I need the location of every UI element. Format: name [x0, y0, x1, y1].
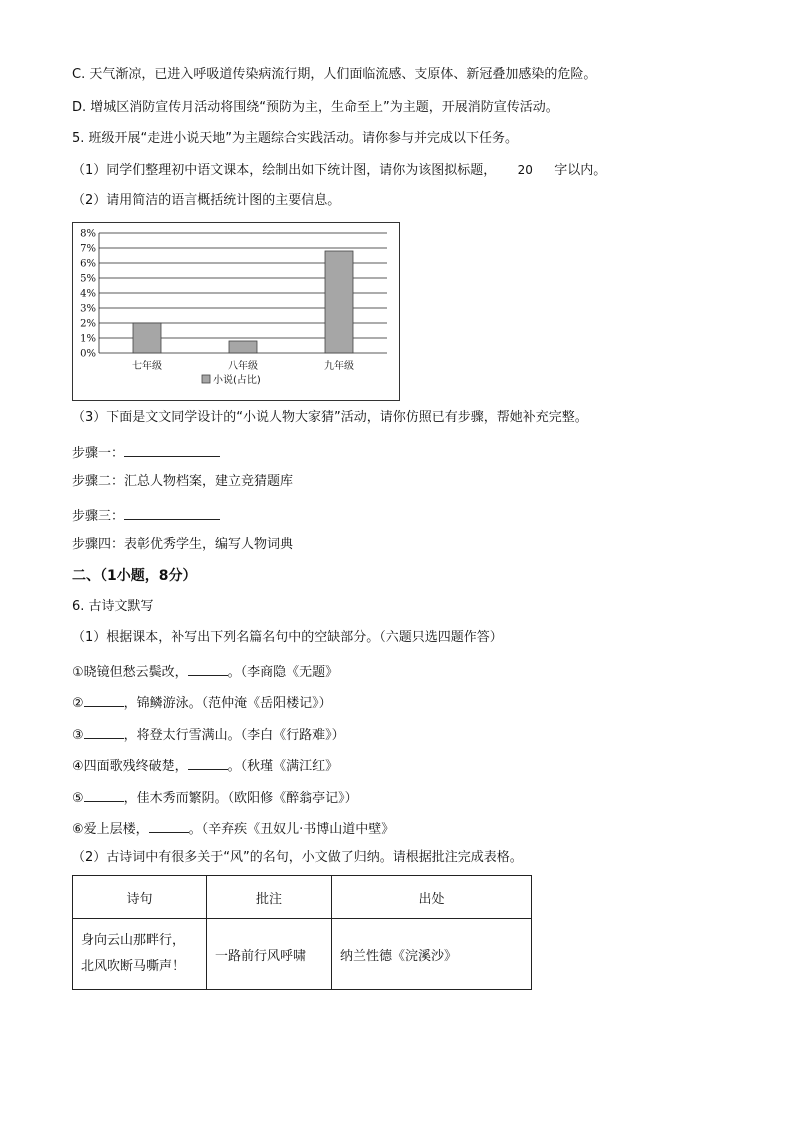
question-5-1 [72, 161, 606, 180]
poem-item-1 [72, 661, 338, 682]
section-2-heading: 二、（1小题，8分） [72, 568, 197, 584]
cell-source: 纳兰性德《浣溪沙》 [332, 919, 532, 990]
poem-item-5 [72, 787, 358, 808]
legend-label: 小说(占比) [213, 375, 261, 386]
y-tick-label: 3% [80, 303, 96, 315]
bar [133, 323, 161, 353]
question-5-1-text: （1）同学们整理初中语文课本，绘制出如下统计图，请你为该图拟标题， [72, 163, 497, 178]
y-tick-label: 2% [80, 318, 96, 330]
header-note: 批注 [207, 876, 332, 919]
option-c: C. 天气渐凉，已进入呼吸道传染病流行期，人们面临流感、支原体、新冠叠加感染的危险。 [72, 67, 597, 82]
question-5-3: （3）下面是文文同学设计的“小说人物大家猜”活动，请你仿照已有步骤，帮她补充完整。 [72, 410, 588, 425]
poem-3-text: ③ [72, 728, 84, 743]
table-row [73, 919, 532, 990]
step-3-blank[interactable] [124, 505, 220, 520]
poem-5-source: ，佳木秀而繁阴。（欧阳修《醉翁亭记》） [123, 791, 358, 806]
chart-svg [73, 223, 399, 400]
y-tick-label: 5% [80, 273, 96, 285]
question-6: 6. 古诗文默写 [72, 599, 154, 614]
x-tick-label: 七年级 [132, 361, 162, 372]
poem-4-blank[interactable] [188, 755, 228, 770]
y-tick-label: 0% [80, 348, 96, 360]
poem-4-source: 。（秋瑾《满江红》 [227, 759, 339, 774]
header-poem: 诗句 [73, 876, 207, 919]
poem-1-text: ①晓镜但愁云鬓改， [72, 665, 188, 680]
table-header-row [73, 876, 532, 919]
y-tick-label: 7% [80, 243, 96, 255]
bar [325, 251, 353, 353]
poem-5-text: ⑤ [72, 791, 84, 806]
poem-1-source: 。（李商隐《无题》 [227, 665, 339, 680]
poem-2-blank[interactable] [84, 692, 124, 707]
cell-note: 一路前行风呼啸 [207, 919, 332, 990]
x-tick-label: 九年级 [324, 361, 354, 372]
poem-5-blank[interactable] [84, 787, 124, 802]
poem-line-2: 北风吹断马嘶声！ [81, 959, 186, 974]
poem-item-6 [72, 818, 394, 839]
question-5-2: （2）请用简洁的语言概括统计图的主要信息。 [72, 193, 341, 208]
poem-3-source: ，将登太行雪满山。（李白《行路难》） [123, 728, 345, 743]
poem-item-3 [72, 724, 345, 745]
wind-poem-table [72, 875, 532, 990]
poem-item-4 [72, 755, 338, 776]
y-tick-label: 4% [80, 288, 96, 300]
poem-6-text: ⑥爱上层楼， [72, 822, 149, 837]
poem-6-source: 。（辛弃疾《丑奴儿·书博山道中壁》 [188, 822, 395, 837]
poem-2-text: ② [72, 696, 84, 711]
question-5-1-tail: 字以内。 [554, 163, 607, 178]
step-1-label: 步骤一： [72, 446, 125, 461]
char-limit-number: 20 [517, 163, 533, 177]
question-5: 5. 班级开展“走进小说天地”为主题综合实践活动。请你参与并完成以下任务。 [72, 131, 519, 146]
step-3 [72, 505, 220, 526]
y-tick-label: 6% [80, 258, 96, 270]
step-1-blank[interactable] [124, 442, 220, 457]
poem-2-source: ，锦鳞游泳。（范仲淹《岳阳楼记》） [123, 696, 332, 711]
x-tick-label: 八年级 [228, 361, 258, 372]
question-6-1: （1）根据课本，补写出下列名篇名句中的空缺部分。（六题只选四题作答） [72, 630, 503, 645]
step-3-label: 步骤三： [72, 509, 125, 524]
y-tick-label: 8% [80, 228, 96, 240]
cell-poem [73, 919, 207, 990]
statistics-chart [72, 222, 400, 401]
bar [229, 341, 257, 353]
step-1 [72, 442, 220, 463]
poem-1-blank[interactable] [188, 661, 228, 676]
step-2: 步骤二：汇总人物档案，建立竞猜题库 [72, 474, 294, 489]
y-tick-label: 1% [80, 333, 96, 345]
poem-6-blank[interactable] [149, 818, 189, 833]
poem-line-1: 身向云山那畔行， [81, 933, 186, 948]
step-4: 步骤四：表彰优秀学生，编写人物词典 [72, 537, 294, 552]
poem-item-2 [72, 692, 332, 713]
poem-4-text: ④四面歌残终破楚， [72, 759, 188, 774]
poem-3-blank[interactable] [84, 724, 124, 739]
question-6-2: （2）古诗词中有很多关于“风”的名句，小文做了归纳。请根据批注完成表格。 [72, 850, 523, 865]
header-source: 出处 [332, 876, 532, 919]
legend-swatch [202, 375, 210, 383]
option-d: D. 增城区消防宣传月活动将围绕“预防为主，生命至上”为主题，开展消防宣传活动。 [72, 100, 559, 115]
